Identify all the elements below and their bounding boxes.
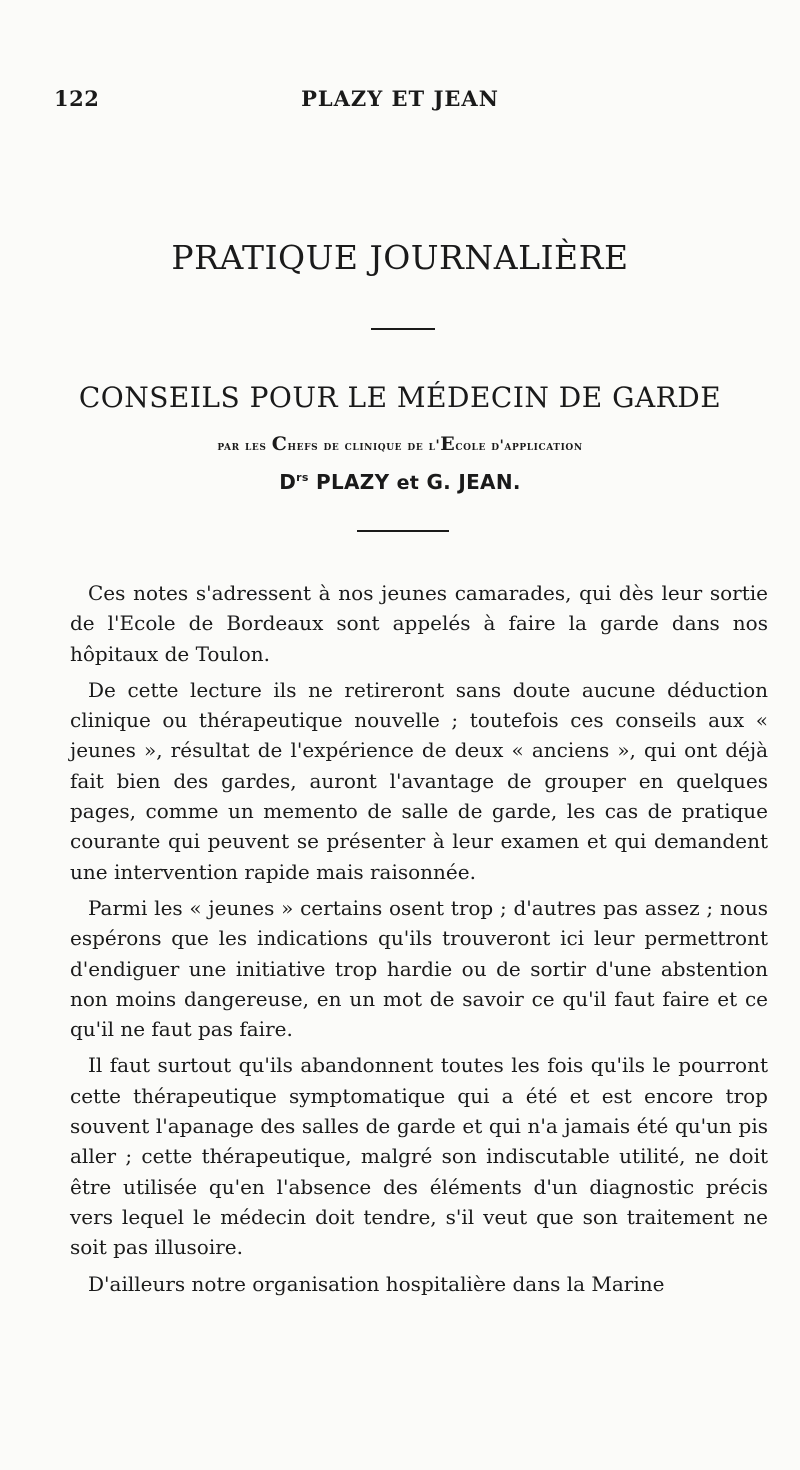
- author-jean: G. JEAN.: [419, 470, 521, 494]
- authors-line: [0, 470, 800, 494]
- paragraph: Il faut surtout qu'ils abandonnent toutes les fois qu'ils le pourront cette thérapeutique symptomatique qui a été et est encore trop souvent l'apanage des salles de garde et qui n'a jamais été qu'un pis aller ; cette thérapeutique, malgré son indiscutable utilité, ne doit être utilisée qu'en l'absence des éléments d'un diagnostic précis vers lequel le médecin doit tendre, s'il veut que son traitement ne soit pas illusoire.: [70, 1053, 768, 1260]
- paragraph: Parmi les « jeunes » certains osent trop ; d'autres pas assez ; nous espérons que les indications qu'ils trouveront ici leur permettront d'endiguer une initiative trop hardie ou de sortir d'une abstention non moins dangereuse, en un mot de savoir ce qu'il faut faire et ce qu'il ne faut pas faire.: [70, 895, 768, 1042]
- title-divider: [371, 328, 435, 330]
- authors-et: et: [396, 472, 420, 494]
- byline-end: cole d'application: [455, 438, 583, 454]
- author-plazy: PLAZY: [308, 470, 397, 494]
- byline-prefix: par les: [217, 438, 272, 454]
- authors-dr: D: [279, 470, 297, 494]
- byline-middle: hefs de clinique de l': [287, 438, 441, 454]
- authors-dr-sup: rs: [296, 471, 309, 484]
- paragraph: D'ailleurs notre organisation hospitalière dans la Marine: [88, 1271, 665, 1296]
- section-title: PRATIQUE JOURNALIÈRE: [171, 238, 629, 277]
- byline-initial-e: E: [440, 433, 456, 455]
- article-title: CONSEILS POUR LE MÉDECIN DE GARDE: [78, 381, 722, 414]
- page-number: 122: [54, 86, 100, 111]
- running-head: PLAZY ET JEAN: [301, 86, 499, 111]
- byline-initial-c: C: [271, 433, 288, 455]
- paragraph: De cette lecture ils ne retireront sans doute aucune déduction clinique ou thérapeutique nouvelle ; toutefois ces conseils aux « jeunes », résultat de l'expérience de deux « anciens », qui ont déjà fait bien des gardes, auront l'avantage de grouper en quelques pages, comme un memento de salle de garde, les cas de pratique courante qui peuvent se présenter à leur examen et qui demandent une intervention rapide mais raisonnée.: [70, 677, 768, 884]
- paragraph: Ces notes s'adressent à nos jeunes camarades, qui dès leur sortie de l'Ecole de Bordeaux sont appelés à faire la garde dans nos hôpitaux de Toulon.: [70, 581, 768, 666]
- byline: [0, 433, 800, 455]
- body-text: [70, 578, 768, 1305]
- byline-divider: [357, 530, 449, 532]
